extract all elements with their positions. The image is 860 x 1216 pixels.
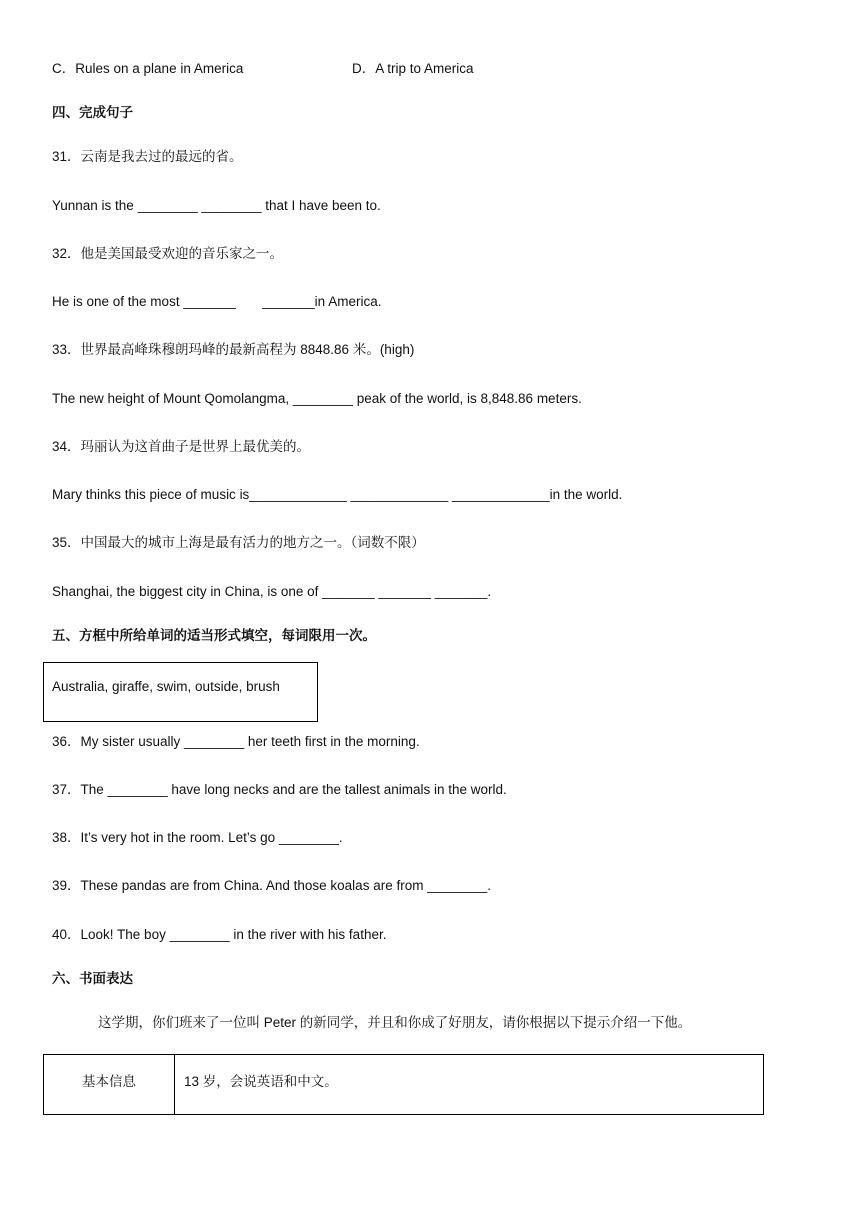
section-5-title: 五、方框中所给单词的适当形式填空，每词限用一次。 — [52, 628, 376, 643]
question-31-chinese: 31．云南是我去过的最远的省。 — [52, 149, 243, 164]
table-divider — [174, 1055, 175, 1114]
question-32-chinese: 32．他是美国最受欢迎的音乐家之一。 — [52, 246, 284, 261]
section-4-title: 四、完成句子 — [52, 105, 133, 120]
table-value-cell: 13 岁，会说英语和中文。 — [184, 1074, 338, 1089]
question-33-chinese: 33．世界最高峰珠穆朗玛峰的最新高程为 8848.86 米。(high) — [52, 342, 415, 357]
table-label-cell: 基本信息 — [82, 1074, 136, 1089]
writing-prompt: 这学期，你们班来了一位叫 Peter 的新同学，并且和你成了好朋友，请你根据以下提示介绍一下他。 — [98, 1015, 692, 1030]
question-32-english: He is one of the most _______ _______in America. — [52, 294, 382, 309]
question-34-english: Mary thinks this piece of music is_____________ _____________ _____________in the world. — [52, 487, 623, 502]
question-36: 36．My sister usually ________ her teeth first in the morning. — [52, 734, 420, 749]
info-table — [43, 1054, 764, 1115]
question-37: 37．The ________ have long necks and are the tallest animals in the world. — [52, 782, 507, 797]
question-39: 39．These pandas are from China. And those koalas are from ________. — [52, 878, 492, 893]
question-33-english: The new height of Mount Qomolangma, ________ peak of the world, is 8,848.86 meters. — [52, 391, 582, 406]
option-d: D．A trip to America — [352, 61, 474, 76]
word-box — [43, 662, 318, 722]
question-31-english: Yunnan is the ________ ________ that I have been to. — [52, 198, 381, 213]
section-6-title: 六、书面表达 — [52, 971, 133, 986]
question-40: 40．Look! The boy ________ in the river with his father. — [52, 927, 387, 942]
word-box-text: Australia, giraffe, swim, outside, brush — [52, 679, 280, 694]
question-35-english: Shanghai, the biggest city in China, is one of _______ _______ _______. — [52, 584, 492, 599]
question-34-chinese: 34．玛丽认为这首曲子是世界上最优美的。 — [52, 439, 311, 454]
option-c: C．Rules on a plane in America — [52, 61, 244, 76]
question-35-chinese: 35．中国最大的城市上海是最有活力的地方之一。（词数不限） — [52, 535, 425, 550]
question-38: 38．It’s very hot in the room. Let’s go ________. — [52, 830, 343, 845]
